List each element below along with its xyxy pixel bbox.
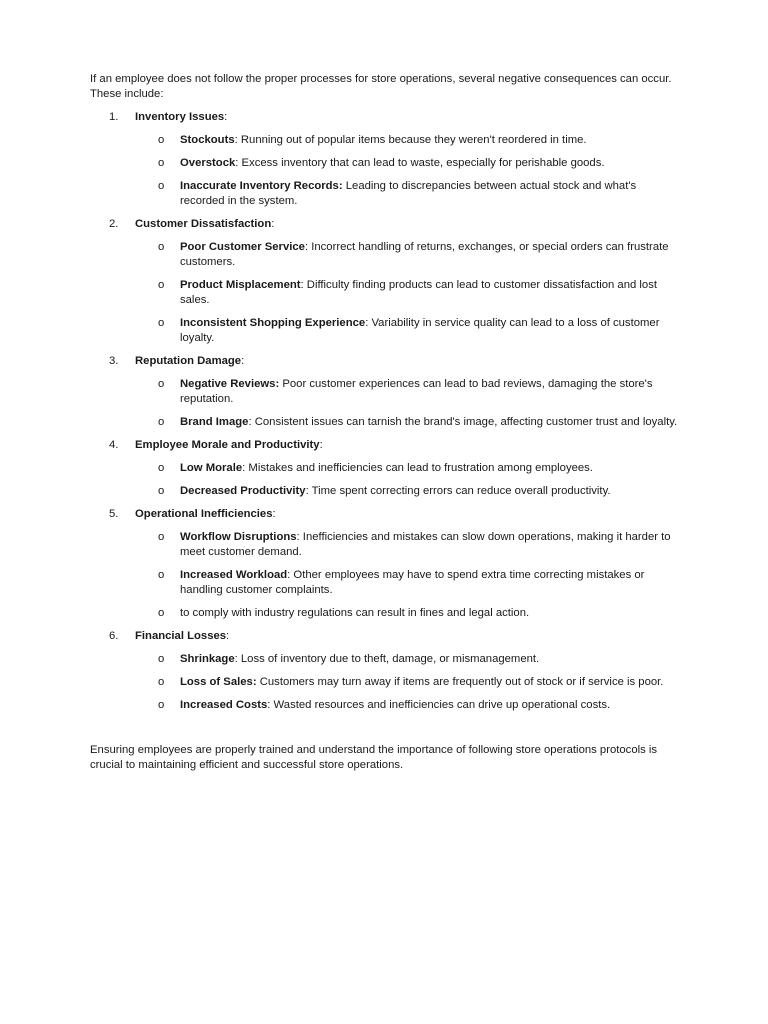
section-number: 1. xyxy=(109,111,119,123)
bullet-icon: o xyxy=(158,134,165,146)
bullet-icon: o xyxy=(158,416,165,428)
section-number: 3. xyxy=(109,355,119,367)
bullet-icon: o xyxy=(158,607,165,619)
consequences-list xyxy=(90,110,680,713)
section-operational-inefficiencies xyxy=(90,507,680,621)
sub-list xyxy=(135,240,680,346)
item-term: Overstock xyxy=(180,157,236,169)
item-text: : Mistakes and inefficiencies can lead to frustration among employees. xyxy=(242,462,593,474)
list-item xyxy=(135,675,680,690)
document-body xyxy=(90,72,680,773)
bullet-icon: o xyxy=(158,180,165,192)
list-item xyxy=(135,179,680,209)
section-heading-suffix: : xyxy=(272,508,276,520)
item-text: : Excess inventory that can lead to waste, especially for perishable goods. xyxy=(235,157,605,169)
section-heading-suffix: : xyxy=(224,111,228,123)
section-heading-suffix: : xyxy=(271,218,275,230)
bullet-icon: o xyxy=(158,317,165,329)
list-item xyxy=(135,316,680,346)
item-text: : Variability in service quality can lead to a loss of customer loyalty. xyxy=(180,317,660,344)
bullet-icon: o xyxy=(158,676,165,688)
bullet-icon: o xyxy=(158,378,165,390)
item-term: Workflow Disruptions xyxy=(180,531,297,543)
section-heading: Reputation Damage xyxy=(135,355,242,367)
item-text: : Running out of popular items because they weren't reordered in time. xyxy=(234,134,587,146)
item-term: Product Misplacement xyxy=(180,279,301,291)
section-heading-suffix: : xyxy=(319,439,323,451)
section-number: 5. xyxy=(109,508,119,520)
item-term: Poor Customer Service xyxy=(180,241,305,253)
section-heading: Inventory Issues xyxy=(135,111,225,123)
bullet-icon: o xyxy=(158,653,165,665)
item-term: Brand Image xyxy=(180,416,249,428)
item-term: Increased Costs xyxy=(180,699,268,711)
list-item xyxy=(135,568,680,598)
list-item xyxy=(135,484,680,499)
item-term: Low Morale xyxy=(180,462,243,474)
item-term: Shrinkage xyxy=(180,653,235,665)
section-heading: Operational Inefficiencies xyxy=(135,508,273,520)
bullet-icon: o xyxy=(158,485,165,497)
item-term: Increased Workload xyxy=(180,569,288,581)
item-text: : Other employees may have to spend extra time correcting mistakes or handling customer complaints. xyxy=(180,569,645,596)
item-text: : Wasted resources and inefficiencies can drive up operational costs. xyxy=(267,699,611,711)
sub-list xyxy=(135,652,680,713)
section-customer-dissatisfaction xyxy=(90,217,680,346)
item-term: Decreased Productivity xyxy=(180,485,306,497)
section-number: 6. xyxy=(109,630,119,642)
sub-list xyxy=(135,133,680,209)
item-text: : Loss of inventory due to theft, damage, or mismanagement. xyxy=(234,653,540,665)
list-item xyxy=(135,652,680,667)
item-term: Loss of Sales: xyxy=(180,676,257,688)
section-heading: Employee Morale and Productivity xyxy=(135,439,320,451)
list-item xyxy=(135,698,680,713)
item-term: Inconsistent Shopping Experience xyxy=(180,317,366,329)
item-term: Stockouts xyxy=(180,134,235,146)
bullet-icon: o xyxy=(158,279,165,291)
section-inventory-issues xyxy=(90,110,680,209)
intro-paragraph: If an employee does not follow the proper processes for store operations, several negative consequences can occur. These include: xyxy=(90,73,672,100)
closing-paragraph: Ensuring employees are properly trained and understand the importance of following store operations protocols is crucial to maintaining efficient and successful store operations. xyxy=(90,744,658,771)
list-item xyxy=(135,377,680,407)
sub-list xyxy=(135,377,680,430)
list-item xyxy=(135,606,680,621)
list-item xyxy=(135,461,680,476)
bullet-icon: o xyxy=(158,462,165,474)
sub-list xyxy=(135,530,680,621)
item-text: : Incorrect handling of returns, exchanges, or special orders can frustrate customers. xyxy=(180,241,669,268)
bullet-icon: o xyxy=(158,157,165,169)
section-reputation-damage xyxy=(90,354,680,430)
section-employee-morale xyxy=(90,438,680,499)
section-heading: Customer Dissatisfaction xyxy=(135,218,272,230)
list-item xyxy=(135,156,680,171)
section-heading-suffix: : xyxy=(241,355,245,367)
list-item xyxy=(135,278,680,308)
bullet-icon: o xyxy=(158,569,165,581)
item-term: Inaccurate Inventory Records: xyxy=(180,180,343,192)
item-text: Customers may turn away if items are frequently out of stock or if service is poor. xyxy=(256,676,664,688)
item-text: : Difficulty finding products can lead to customer dissatisfaction and lost sales. xyxy=(180,279,657,306)
bullet-icon: o xyxy=(158,699,165,711)
bullet-icon: o xyxy=(158,531,165,543)
bullet-icon: o xyxy=(158,241,165,253)
list-item xyxy=(135,133,680,148)
list-item xyxy=(135,530,680,560)
section-number: 2. xyxy=(109,218,119,230)
item-text: : Time spent correcting errors can reduce overall productivity. xyxy=(305,485,611,497)
item-text: : Consistent issues can tarnish the brand's image, affecting customer trust and loyalty. xyxy=(248,416,678,428)
item-text: Poor customer experiences can lead to bad reviews, damaging the store's reputation. xyxy=(180,378,653,405)
list-item xyxy=(135,240,680,270)
item-text: : Inefficiencies and mistakes can slow down operations, making it harder to meet customer demand. xyxy=(180,531,671,558)
item-term: Negative Reviews: xyxy=(180,378,280,390)
sub-list xyxy=(135,461,680,499)
section-heading-suffix: : xyxy=(226,630,230,642)
list-item xyxy=(135,415,680,430)
item-text: to comply with industry regulations can result in fines and legal action. xyxy=(180,607,530,619)
section-number: 4. xyxy=(109,439,119,451)
section-heading: Financial Losses xyxy=(135,630,227,642)
item-text: Leading to discrepancies between actual stock and what's recorded in the system. xyxy=(180,180,637,207)
section-financial-losses xyxy=(90,629,680,713)
